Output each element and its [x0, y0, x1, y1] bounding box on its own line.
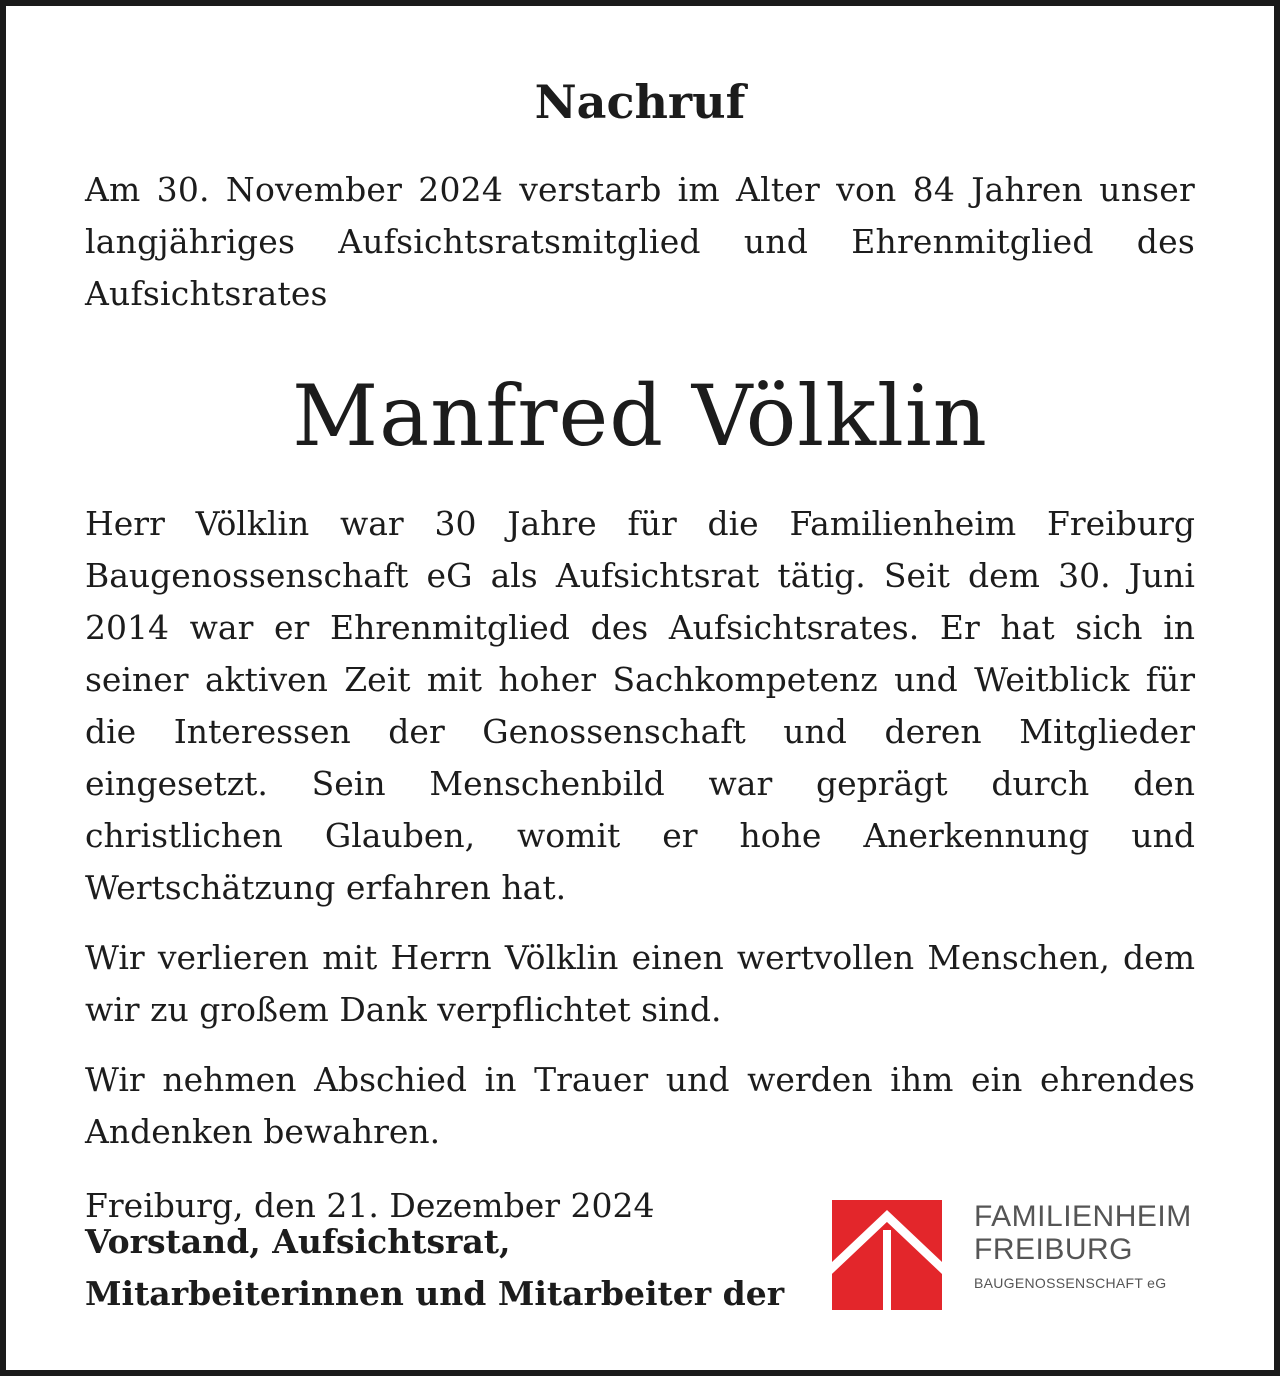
deceased-name: Manfred Völklin [292, 367, 988, 465]
company-logo [832, 1200, 1202, 1312]
paragraph-farewell: Wir nehmen Abschied in Trauer und werden ihm ein ehrendes Andenken bewahren. [85, 1060, 1195, 1151]
paragraph-gratitude: Wir verlieren mit Herrn Völklin einen wertvollen Menschen, dem wir zu großem Dank verpflichtet sind. [85, 938, 1195, 1029]
place-date: Freiburg, den 21. Dezember 2024 [85, 1186, 655, 1225]
house-roof-logo-icon [832, 1200, 942, 1310]
paragraph-biography: Herr Völklin war 30 Jahre für die Familienheim Freiburg Baugenossenschaft eG als Aufsichtsrat tätig. Seit dem 30. Juni 2014 war er Ehrenmitglied des Aufsichtsrates. Er hat sich in seiner aktiven Zeit mit hoher Sachkompetenz und Weitblick für die Interessen der Genossenschaft und deren Mitglieder eingesetzt. Sein Menschenbild war geprägt durch den christlichen Glauben, womit er hohe Anerkennung und Wertschätzung erfahren hat. [85, 504, 1195, 907]
logo-line-1: FAMILIENHEIM [974, 1200, 1192, 1233]
intro-text: Am 30. November 2024 verstarb im Alter von 84 Jahren unser langjähriges Aufsichtsratsmitglied und Ehrenmitglied des Aufsichtsrates [85, 170, 1195, 313]
logo-wordmark [974, 1200, 1192, 1294]
signature-line-1: Vorstand, Aufsichtsrat, [85, 1222, 511, 1261]
signature-line-2: Mitarbeiterinnen und Mitarbeiter der [85, 1274, 785, 1313]
notice-title: Nachruf [534, 75, 746, 129]
logo-line-3: BAUGENOSSENSCHAFT eG [974, 1275, 1167, 1291]
notice-body [85, 70, 1195, 1232]
signature-block [85, 1216, 784, 1320]
logo-line-2: FREIBURG [974, 1233, 1134, 1266]
